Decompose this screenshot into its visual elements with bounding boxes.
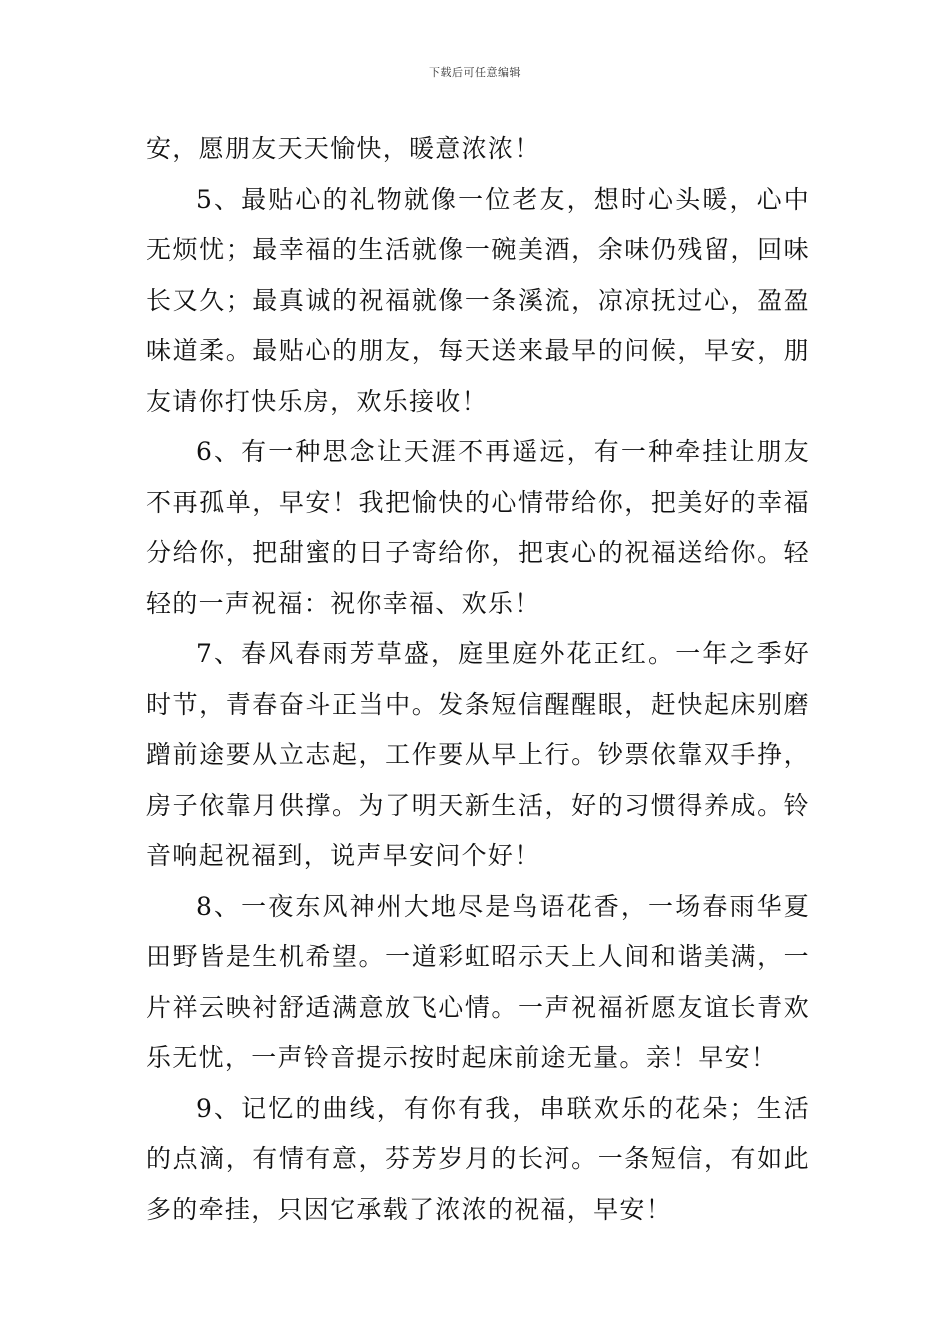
paragraph-item-6: 6、有一种思念让天涯不再遥远，有一种牵挂让朋友不再孤单，早安！我把愉快的心情带给你，把美好的幸福分给你，把甜蜜的日子寄给你，把衷心的祝福送给你。轻轻的一声祝福：祝你幸福、欢乐！ [146, 437, 810, 618]
paragraph-item-5: 5、最贴心的礼物就像一位老友，想时心头暖，心中无烦忧；最幸福的生活就像一碗美酒，余味仍残留，回味长又久；最真诚的祝福就像一条溪流，凉凉抚过心，盈盈味道柔。最贴心的朋友，每天送来最早的问候，早安，朋友请你打快乐房，欢乐接收！ [146, 184, 810, 416]
paragraph-continuation: 安，愿朋友天天愉快，暖意浓浓！ [146, 134, 541, 163]
paragraph-item-8: 8、一夜东风神州大地尽是鸟语花香，一场春雨华夏田野皆是生机希望。一道彩虹昭示天上人间和谐美满，一片祥云映衬舒适满意放飞心情。一声祝福祈愿友谊长青欢乐无忧，一声铃音提示按时起床前途无量。亲！早安！ [146, 891, 810, 1072]
page-header: 下载后可任意编辑 [429, 66, 521, 79]
paragraph-item-9: 9、记忆的曲线，有你有我，串联欢乐的花朵；生活的点滴，有情有意，芬芳岁月的长河。一条短信，有如此多的牵挂，只因它承载了浓浓的祝福，早安！ [146, 1093, 810, 1224]
paragraph-item-7: 7、春风春雨芳草盛，庭里庭外花正红。一年之季好时节，青春奋斗正当中。发条短信醒醒眼，赶快起床别磨蹭前途要从立志起，工作要从早上行。钞票依靠双手挣，房子依靠月供撑。为了明天新生活，好的习惯得养成。铃音响起祝福到，说声早安问个好！ [146, 639, 810, 870]
document-body [146, 124, 810, 1235]
